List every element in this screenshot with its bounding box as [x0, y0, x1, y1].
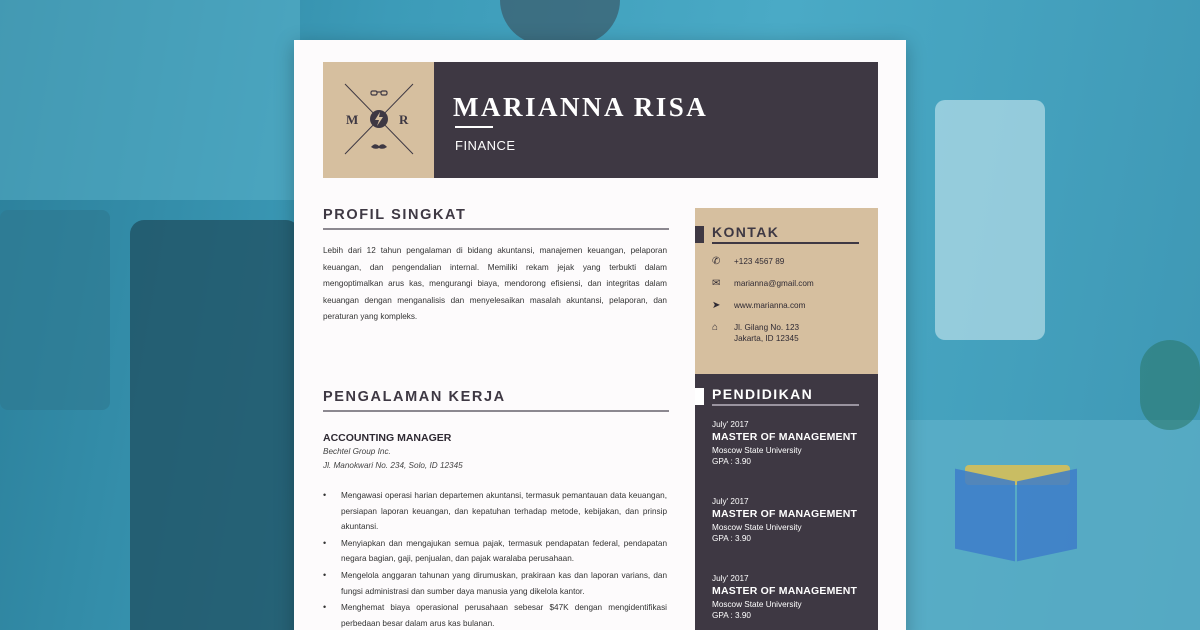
education-item: July' 2017 MASTER OF MANAGEMENT Moscow State University GPA : 3.90 — [712, 420, 858, 466]
profile-text: Lebih dari 12 tahun pengalaman di bidang akuntansi, manajemen keuangan, pelaporan keuangan, dan pengendalian internal. Memiliki rekam jejak yang terbukti dalam mengoptimalkan arus kas, mengurangi biaya, mendorong efisiensi, dan integritas dalam keuangan dengan menganalisis dan menyelesaikan masalah akuntansi, pelaporan, dan peraturan yang kompleks. — [323, 246, 667, 322]
contact-email: ✉ marianna@gmail.com — [712, 278, 814, 289]
candidate-role: FINANCE — [455, 138, 516, 153]
monogram-letter-right: R — [399, 112, 409, 127]
address-line-2: Jakarta, ID 12345 — [734, 334, 799, 343]
education-divider — [712, 404, 859, 406]
contact-address — [712, 322, 799, 344]
cursor-icon: ➤ — [712, 300, 721, 311]
monogram-cross-icon — [323, 62, 434, 178]
name-underline — [455, 126, 493, 128]
job-bullets — [323, 488, 667, 630]
monogram-letter-left: M — [346, 112, 359, 127]
email-icon: ✉ — [712, 278, 721, 289]
home-icon: ⌂ — [712, 322, 719, 333]
mustache-icon — [371, 144, 387, 149]
background-office-chair — [130, 220, 300, 630]
background-person — [500, 0, 620, 45]
background-chair-left — [0, 210, 110, 410]
header-name-block — [434, 62, 878, 178]
experience-divider — [323, 410, 669, 412]
contact-section-title: KONTAK — [712, 224, 780, 240]
list-item: • Menghemat biaya operasional perusahaan sebesar $47K dengan mengidentifikasi perbedaan besar dalam arus kas bulanan. — [323, 600, 667, 630]
contact-tab-marker — [695, 226, 704, 243]
background-monitor — [935, 100, 1045, 340]
education-item: July' 2017 MASTER OF MANAGEMENT Moscow State University GPA : 3.90 — [712, 574, 858, 620]
candidate-name: MARIANNA RISA — [453, 92, 709, 122]
resume-page — [294, 40, 906, 630]
education-section-title: PENDIDIKAN — [712, 386, 814, 402]
contact-website: ➤ www.marianna.com — [712, 300, 806, 311]
education-item: July' 2017 MASTER OF MANAGEMENT Moscow State University GPA : 3.90 — [712, 497, 858, 543]
background-plant — [1140, 340, 1200, 430]
book-logo-icon — [955, 465, 1085, 565]
address-line-1: Jl. Gilang No. 123 — [734, 323, 800, 332]
job-company: Bechtel Group Inc. — [323, 447, 391, 456]
profile-section-title: PROFIL SINGKAT — [323, 207, 467, 223]
job-address: Jl. Manokwari No. 234, Solo, ID 12345 — [323, 461, 463, 470]
glasses-icon — [371, 91, 387, 95]
list-item: • Mengawasi operasi harian departemen akuntansi, termasuk pemantauan data keuangan, persiapan laporan keuangan, dan kepatuhan terhadap metode, kebijakan, dan prinsip akuntansi. — [323, 488, 667, 535]
phone-icon: ✆ — [712, 256, 721, 267]
background-window — [0, 0, 300, 200]
contact-divider — [712, 242, 859, 244]
education-tab-marker — [695, 388, 704, 405]
list-item: • Mengelola anggaran tahunan yang dirumuskan, prakiraan kas dan laporan varians, dan fungsi administrasi dan sumber daya manusia yang dikelola kantor. — [323, 568, 667, 599]
list-item: • Menyiapkan dan mengajukan semua pajak, termasuk pendapatan federal, pendapatan negara bagian, gaji, penjualan, dan pajak waralaba perusahaan. — [323, 536, 667, 567]
experience-section-title: PENGALAMAN KERJA — [323, 389, 506, 405]
contact-phone: ✆ +123 4567 89 — [712, 256, 785, 267]
job-title: ACCOUNTING MANAGER — [323, 432, 452, 444]
profile-divider — [323, 228, 669, 230]
monogram-logo — [323, 62, 434, 178]
